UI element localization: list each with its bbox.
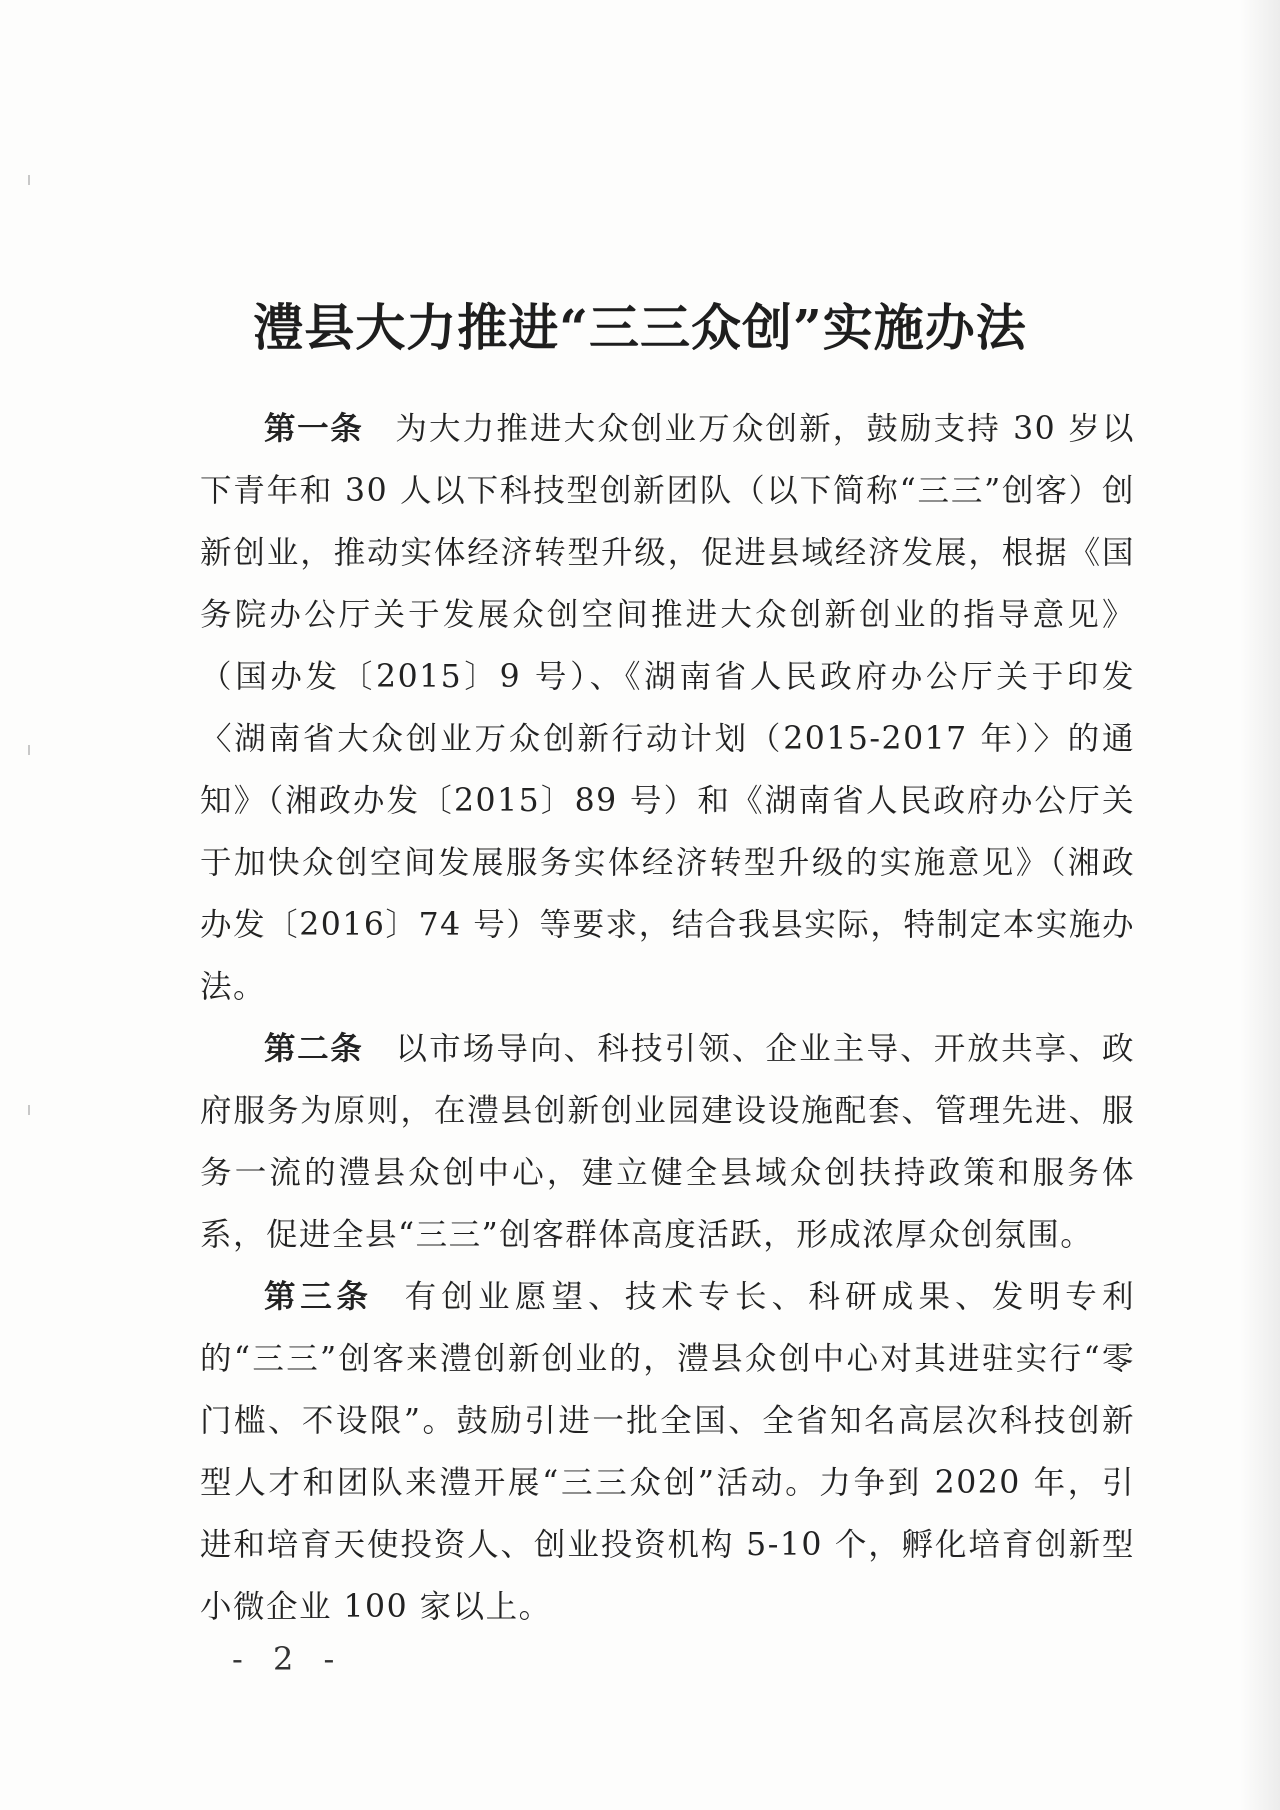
article-3-label: 第三条: [264, 1278, 373, 1315]
article-3-text: 有创业愿望、技术专长、科研成果、发明专利的“三三”创客来澧创新创业的，澧县众创中心对其进驻实行“零门槛、不设限”。鼓励引进一批全国、全省知名高层次科技创新型人才和团队来澧开展“三三众创”活动。力争到 2020 年，引进和培育天使投资人、创业投资机构 5-10 个，孵化培育创新型小微企业 100 家以上。: [200, 1279, 1135, 1625]
article-1-label: 第一条: [264, 410, 364, 447]
article-1: [200, 398, 1135, 1018]
page-number: - 2 -: [232, 1640, 345, 1678]
binding-hole-mark: [28, 175, 30, 185]
binding-hole-mark: [28, 1105, 30, 1115]
article-1-text: 为大力推进大众创业万众创新，鼓励支持 30 岁以下青年和 30 人以下科技型创新团队（以下简称“三三”创客）创新创业，推动实体经济转型升级，促进县域经济发展，根据《国务院办公厅关于发展众创空间推进大众创新创业的指导意见》（国办发〔2015〕9 号）、《湖南省人民政府办公厅关于印发〈湖南省大众创业万众创新行动计划（2015-2017 年）〉的通知》（湘政办发〔2015〕89 号）和《湖南省人民政府办公厅关于加快众创空间发展服务实体经济转型升级的实施意见》（湘政办发〔2016〕74 号）等要求，结合我县实际，特制定本实施办法。: [200, 411, 1135, 1005]
page-edge-shadow: [1240, 0, 1280, 1810]
article-2-label: 第二条: [264, 1030, 364, 1067]
article-2: [200, 1018, 1135, 1266]
document-title: 澧县大力推进“三三众创”实施办法: [253, 297, 1027, 357]
article-3: [200, 1266, 1135, 1638]
article-2-text: 以市场导向、科技引领、企业主导、开放共享、政府服务为原则，在澧县创新创业园建设设施配套、管理先进、服务一流的澧县众创中心，建立健全县域众创扶持政策和服务体系，促进全县“三三”创客群体高度活跃，形成浓厚众创氛围。: [200, 1031, 1135, 1253]
binding-hole-mark: [28, 745, 30, 755]
document-body: [200, 398, 1135, 1638]
